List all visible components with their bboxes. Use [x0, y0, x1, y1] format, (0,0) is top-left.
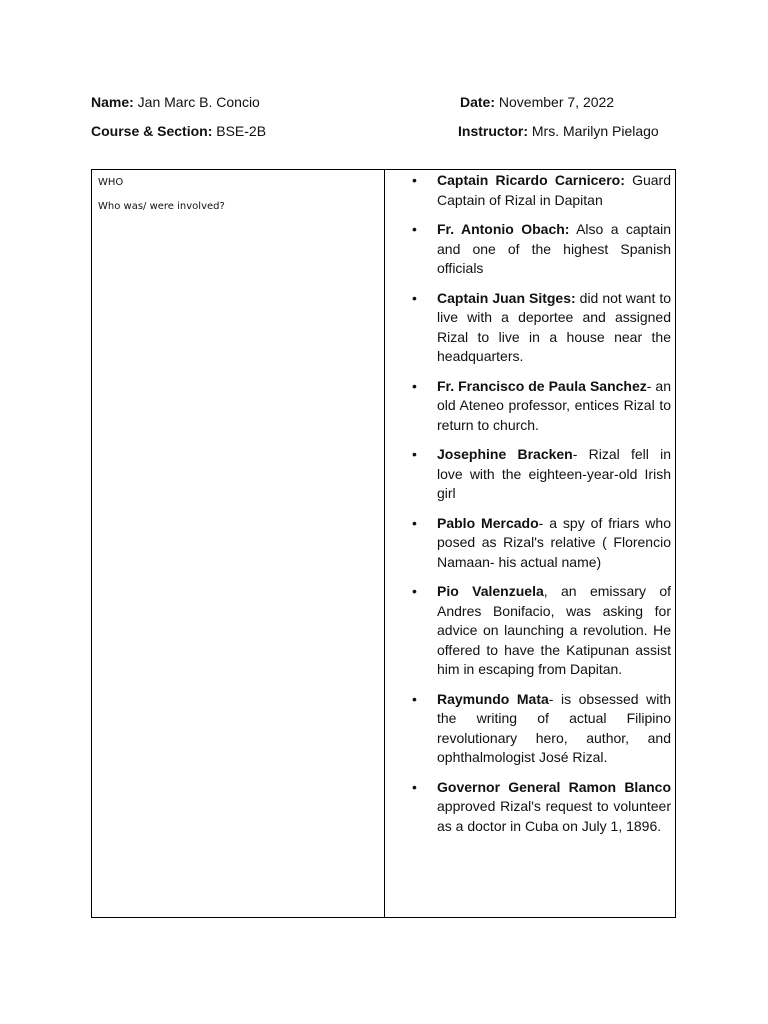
name-label: Name: [91, 94, 134, 110]
instructor-value: Mrs. Marilyn Pielago [528, 123, 659, 139]
person-name: Captain Juan Sitges: [437, 289, 576, 306]
course-label: Course & Section: [91, 123, 213, 139]
bullet-icon: • [412, 690, 417, 707]
bullet-icon: • [412, 583, 417, 599]
bullet-icon: • [412, 514, 417, 531]
list-item [399, 171, 671, 210]
person-name: Fr. Antonio Obach: [437, 221, 570, 237]
date-value: November 7, 2022 [495, 94, 615, 110]
list-item [399, 514, 671, 573]
person-name: Josephine Bracken [437, 446, 573, 462]
who-heading: WHO [98, 177, 124, 188]
person-description: did not want to live with a deportee and assigned Rizal to live in a house near the headquarters. [437, 289, 672, 364]
list-item [399, 582, 671, 680]
list-item [399, 445, 671, 504]
who-cell [98, 176, 378, 213]
person-description: Guard Captain of Rizal in Dapitan [437, 172, 671, 208]
who-table [91, 169, 676, 918]
list-item [399, 778, 671, 837]
list-item [399, 690, 671, 768]
bullet-icon: • [412, 221, 417, 237]
bullet-icon: • [412, 172, 417, 188]
course-value: BSE-2B [212, 123, 267, 139]
bullet-icon: • [412, 289, 417, 306]
person-description: - Rizal fell in love with the eighteen-year-old Irish girl [437, 446, 671, 501]
bullet-icon: • [412, 778, 417, 795]
name-value: Jan Marc B. Concio [133, 94, 260, 110]
list-item [399, 377, 671, 436]
course-line [91, 122, 266, 140]
person-name: Raymundo Mata [437, 690, 549, 707]
person-description: - a spy of friars who posed as Rizal's relative ( Florencio Namaan- his actual name) [437, 514, 671, 570]
person-description: , an emissary of Andres Bonifacio, was asking for advice on launching a revolution. He offered to have the Katipunan assist him in escaping from Dapitan. [437, 583, 671, 677]
date-label: Date: [460, 94, 496, 110]
instructor-label: Instructor: [458, 123, 528, 139]
person-name: Pablo Mercado [437, 514, 539, 531]
column-divider [384, 170, 385, 917]
person-name: Pio Valenzuela [437, 583, 544, 599]
person-description: - an old Ateneo professor, entices Rizal to return to church. [437, 377, 672, 433]
date-line [460, 93, 614, 111]
person-description: approved Rizal's request to volunteer as a doctor in Cuba on July 1, 1896. [437, 798, 671, 834]
list-item [399, 289, 671, 367]
people-list [399, 171, 671, 846]
instructor-line [458, 122, 659, 140]
list-item [399, 220, 671, 279]
person-description: Also a captain and one of the highest Spanish officials [437, 221, 672, 276]
person-description: - is obsessed with the writing of actual Filipino revolutionary hero, author, and ophthalmologist José Rizal. [437, 690, 671, 765]
person-name: Fr. Francisco de Paula Sanchez [437, 377, 647, 394]
name-line [91, 93, 260, 111]
bullet-icon: • [412, 377, 417, 394]
who-question: Who was/ were involved? [98, 201, 225, 212]
bullet-icon: • [412, 446, 417, 462]
person-name: Captain Ricardo Carnicero: [437, 172, 625, 188]
person-name: Governor General Ramon Blanco [437, 778, 671, 795]
